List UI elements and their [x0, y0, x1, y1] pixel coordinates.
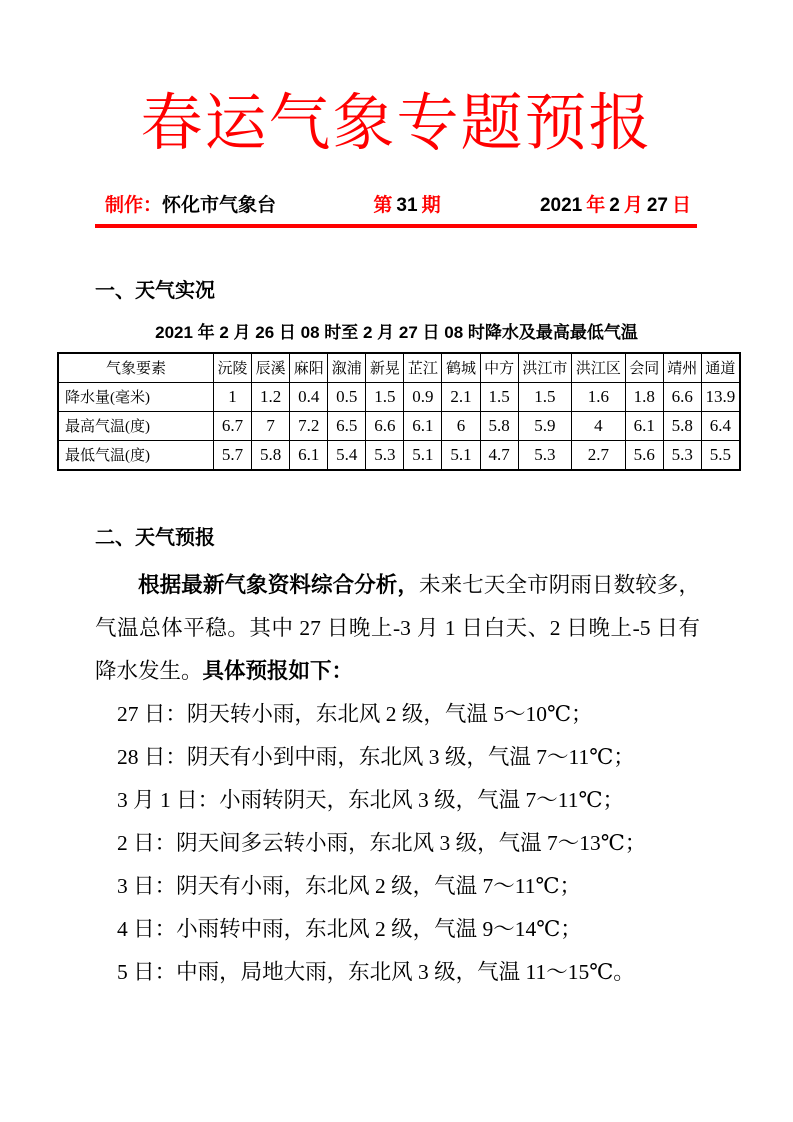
table-row-tmax	[58, 411, 740, 440]
table-cell: 5.5	[701, 440, 740, 470]
section-live-heading: 一、天气实况	[95, 279, 215, 302]
issue-prefix: 第	[373, 194, 393, 216]
table-cell: 4.7	[480, 440, 518, 470]
table-cell: 0.5	[328, 382, 366, 411]
table-cell: 7.2	[290, 411, 328, 440]
weather-table	[57, 352, 741, 471]
table-cell: 6.4	[701, 411, 740, 440]
forecast-line-day27: 27 日：阴天转小雨，东北风 2 级，气温 5～10℃；	[117, 701, 593, 726]
date-year: 2021	[539, 194, 583, 216]
table-cell: 4	[572, 411, 626, 440]
table-cell: 2.7	[572, 440, 626, 470]
producer	[105, 190, 276, 217]
document-title: 春运气象专题预报	[140, 90, 653, 158]
table-col-header: 沅陵	[214, 353, 252, 383]
date-month: 2	[609, 194, 620, 216]
table-cell: 2.1	[442, 382, 480, 411]
table-row-tmin	[58, 440, 740, 470]
forecast-intro-paragraph	[95, 564, 700, 693]
date-day-unit: 日	[671, 194, 691, 216]
table-cell: 5.4	[328, 440, 366, 470]
table-cell: 5.3	[366, 440, 404, 470]
table-row-precipitation	[58, 382, 740, 411]
table-col-header: 靖州	[663, 353, 701, 383]
table-cell: 13.9	[701, 382, 740, 411]
table-cell: 5.8	[480, 411, 518, 440]
table-col-header: 洪江市	[518, 353, 572, 383]
table-cell: 5.7	[214, 440, 252, 470]
table-cell: 6	[442, 411, 480, 440]
table-cell: 1.8	[625, 382, 663, 411]
table-cell: 0.9	[404, 382, 442, 411]
forecast-intro-bold: 根据最新气象资料综合分析，	[138, 572, 420, 597]
table-cell: 1.2	[252, 382, 290, 411]
table-col-header: 通道	[701, 353, 740, 383]
table-cell: 6.5	[328, 411, 366, 440]
issue-value: 31	[396, 194, 418, 216]
table-col-header: 洪江区	[572, 353, 626, 383]
table-cell: 6.1	[290, 440, 328, 470]
forecast-line-day5: 5 日：中雨，局地大雨，东北风 3 级，气温 11～15℃。	[117, 959, 635, 984]
table-cell: 0.4	[290, 382, 328, 411]
table-cell: 5.3	[518, 440, 572, 470]
issue-date	[538, 190, 693, 217]
issue-number	[371, 190, 442, 217]
table-cell: 1.6	[572, 382, 626, 411]
table-cell: 5.1	[404, 440, 442, 470]
table-col-header: 鹤城	[442, 353, 480, 383]
table-row-label: 降水量(毫米)	[58, 382, 214, 411]
table-cell: 7	[252, 411, 290, 440]
table-cell: 1	[214, 382, 252, 411]
table-cell: 5.9	[518, 411, 572, 440]
table-cell: 6.1	[625, 411, 663, 440]
table-cell: 6.1	[404, 411, 442, 440]
forecast-line-day28: 28 日：阴天有小到中雨，东北风 3 级，气温 7～11℃；	[117, 744, 635, 769]
table-cell: 5.8	[252, 440, 290, 470]
table-col-header: 麻阳	[290, 353, 328, 383]
forecast-line-day2: 2 日：阴天间多云转小雨，东北风 3 级，气温 7～13℃；	[117, 830, 647, 855]
masthead-divider	[95, 224, 697, 228]
table-col-header: 中方	[480, 353, 518, 383]
forecast-list	[95, 693, 700, 994]
table-cell: 5.1	[442, 440, 480, 470]
table-col-header: 辰溪	[252, 353, 290, 383]
table-col-header: 溆浦	[328, 353, 366, 383]
table-cell: 5.3	[663, 440, 701, 470]
table-col-header: 气象要素	[58, 353, 214, 383]
weather-table-title: 2021 年 2 月 26 日 08 时至 2 月 27 日 08 时降水及最高最低气温	[155, 322, 638, 342]
forecast-intro-text: 未来七天全市阴雨日数较多，气温总体平稳。其中 27 日晚上-3 月 1 日白天、2 日晚上-5 日有降水发生。	[95, 572, 700, 683]
producer-name: 怀化市气象台	[162, 194, 277, 216]
table-cell: 6.7	[214, 411, 252, 440]
forecast-line-day3: 3 日：阴天有小雨，东北风 2 级，气温 7～11℃；	[117, 873, 582, 898]
table-header-row	[58, 353, 740, 383]
table-cell: 1.5	[518, 382, 572, 411]
date-month-unit: 月	[623, 194, 643, 216]
table-cell: 1.5	[366, 382, 404, 411]
masthead-info-row	[105, 190, 693, 217]
table-cell: 6.6	[366, 411, 404, 440]
table-cell: 1.5	[480, 382, 518, 411]
issue-suffix: 期	[421, 194, 441, 216]
date-day: 27	[646, 194, 668, 216]
table-col-header: 会同	[625, 353, 663, 383]
table-col-header: 芷江	[404, 353, 442, 383]
producer-label: 制作：	[105, 194, 163, 216]
table-cell: 6.6	[663, 382, 701, 411]
forecast-line-mar1: 3 月 1 日：小雨转阴天，东北风 3 级，气温 7～11℃；	[117, 787, 625, 812]
table-cell: 5.6	[625, 440, 663, 470]
table-row-label: 最高气温(度)	[58, 411, 214, 440]
table-col-header: 新晃	[366, 353, 404, 383]
forecast-intro-bold-tail: 具体预报如下：	[202, 658, 354, 683]
table-row-label: 最低气温(度)	[58, 440, 214, 470]
table-cell: 5.8	[663, 411, 701, 440]
date-year-unit: 年	[586, 194, 606, 216]
forecast-line-day4: 4 日：小雨转中雨，东北风 2 级，气温 9～14℃；	[117, 916, 582, 941]
section-forecast-heading: 二、天气预报	[95, 526, 215, 549]
